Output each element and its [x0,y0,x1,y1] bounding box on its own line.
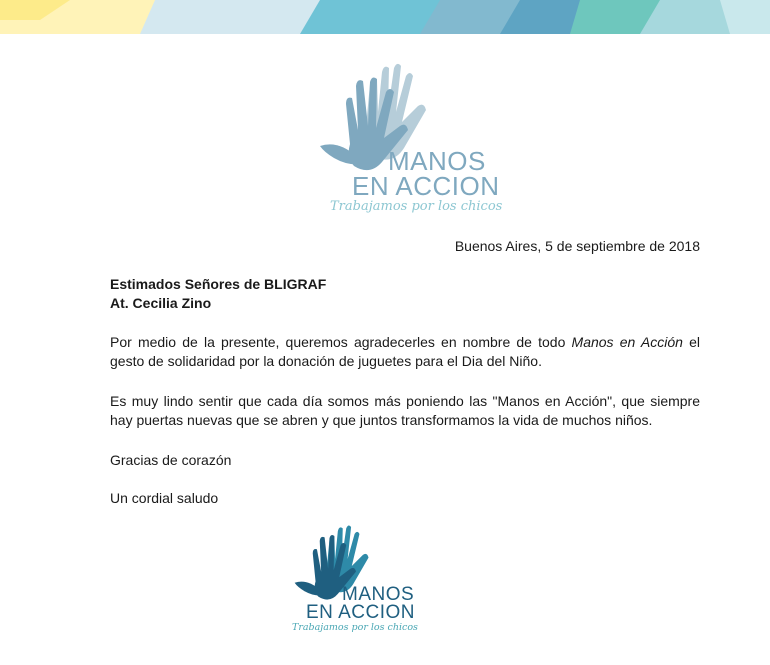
paragraph-thanks [110,333,700,371]
organization-name: Manos en Acción [571,334,683,350]
closing-line: Un cordial saludo [110,490,219,506]
logo-line1: MANOS [388,146,486,176]
logo-tagline: Trabajamos por los chicos [330,199,503,214]
paragraph-message: Es muy lindo sentir que cada día somos más poniendo las "Manos en Acción", que siempre hay puertas nuevas que se abren y que juntos transformamos la vida de muchos niños. [110,393,700,428]
recipient-name: Estimados Señores de BLIGRAF [110,276,327,292]
logo-line2: EN ACCION [352,171,500,201]
header-banner [0,0,770,34]
thanks-line: Gracias de corazón [110,452,232,468]
banner-graphic [0,0,770,34]
signature-logo-tagline: Trabajamos por los chicos [292,622,418,633]
recipient-block [110,275,700,313]
attention-line: At. Cecilia Zino [110,295,212,311]
signature-logo-line2: EN ACCION [306,602,416,623]
letter-date: Buenos Aires, 5 de septiembre de 2018 [454,238,700,254]
signature-logo-line1: MANOS [342,584,415,605]
paragraph1-start: Por medio de la presente, queremos agradecerles en nombre de todo [110,334,572,350]
paragraph1-end: el gesto de solidaridad por la donación de juguetes para el Dia del Niño. [110,334,700,369]
logo-top [318,56,503,221]
logo-signature [284,520,418,635]
